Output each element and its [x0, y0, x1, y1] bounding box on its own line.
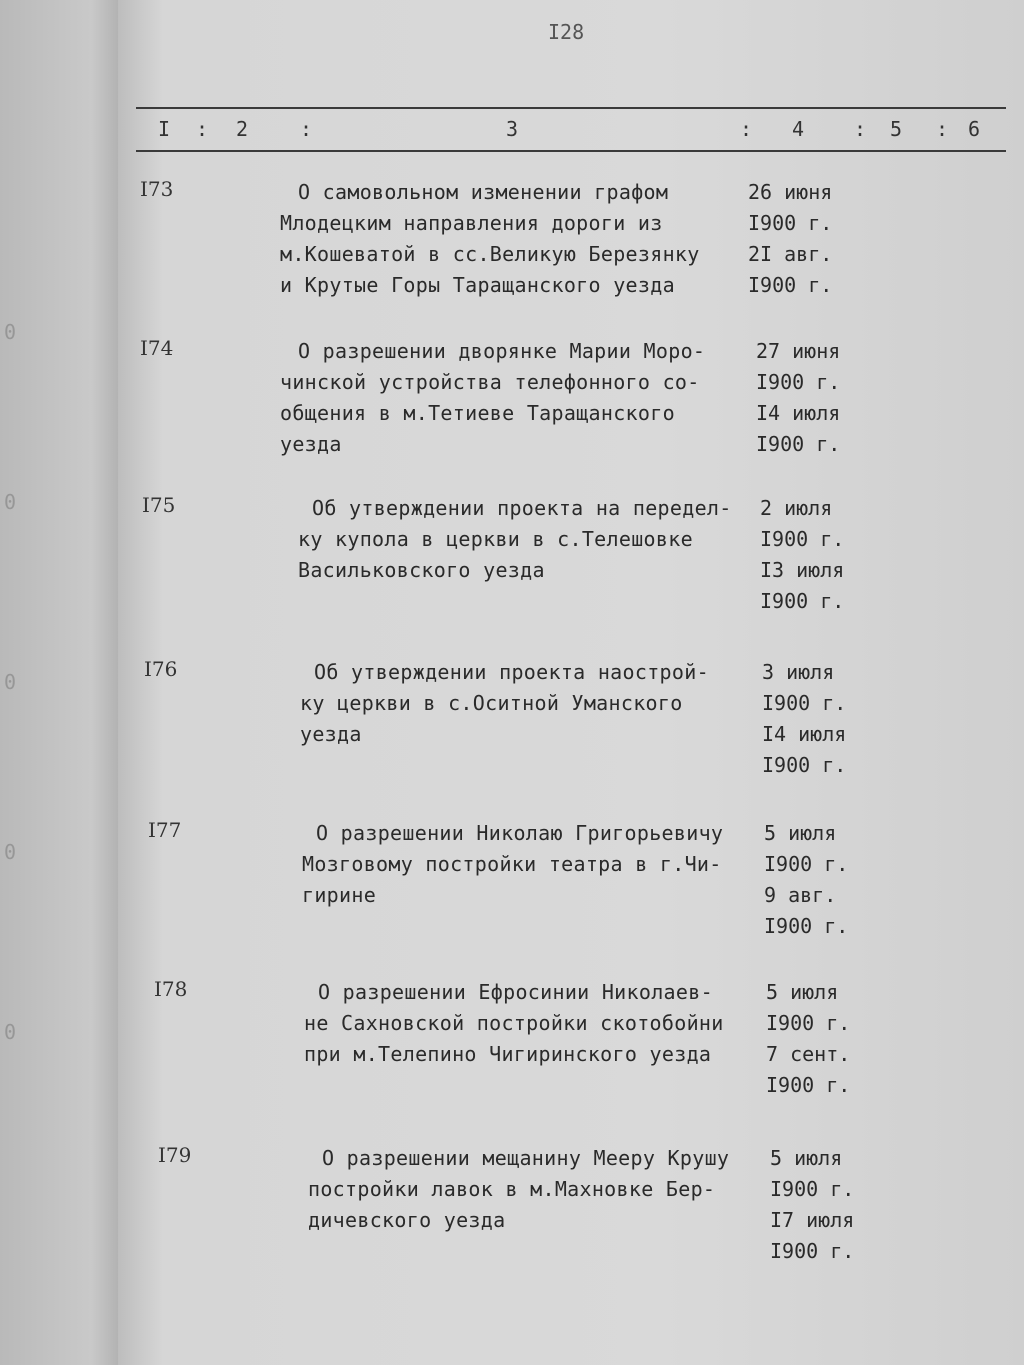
- entry-number: I78: [154, 977, 188, 1001]
- date-line: I900 г.: [760, 589, 845, 613]
- date-line: 27 июня: [756, 339, 841, 363]
- description-line: Об утверждении проекта наострой-: [314, 660, 709, 684]
- header-col4: 4: [792, 117, 805, 141]
- date-line: I3 июля: [760, 558, 845, 582]
- date-line: I900 г.: [770, 1177, 855, 1201]
- description-line: ку церкви в с.Оситной Уманского: [300, 691, 683, 715]
- entry-description: [280, 336, 768, 460]
- description-line: Млодецким направления дороги из: [280, 211, 663, 235]
- description-line: Мозговому постройки театра в г.Чи-: [302, 852, 722, 876]
- date-line: 5 июля: [764, 821, 837, 845]
- description-line: О разрешении мещанину Мееру Крушу: [322, 1146, 730, 1170]
- date-line: I900 г.: [770, 1239, 855, 1263]
- date-line: 2I авг.: [748, 242, 833, 266]
- description-line: при м.Телепино Чигиринского уезда: [304, 1042, 712, 1066]
- description-line: Об утверждении проекта на передел-: [312, 496, 732, 520]
- page-number: I28: [548, 20, 585, 44]
- description-line: О разрешении дворянке Марии Моро-: [298, 339, 706, 363]
- header-sep5: :: [936, 117, 949, 141]
- entry-dates: [748, 177, 878, 301]
- entry-number: I76: [144, 657, 178, 681]
- entry-description: [308, 1143, 792, 1236]
- date-line: 3 июля: [762, 660, 835, 684]
- bleed-mark: 0: [4, 490, 17, 514]
- date-line: 5 июля: [766, 980, 839, 1004]
- date-line: I900 г.: [766, 1011, 851, 1035]
- date-line: 26 июня: [748, 180, 833, 204]
- document-page: [118, 0, 1024, 1365]
- entry-number: I77: [148, 818, 182, 842]
- entry-description: [298, 493, 782, 586]
- entry-description: [304, 977, 788, 1070]
- description-line: О разрешении Ефросинии Николаев-: [318, 980, 713, 1004]
- description-line: и Крутые Горы Таращанского уезда: [280, 273, 675, 297]
- bleed-mark: 0: [4, 840, 17, 864]
- bleed-mark: 0: [4, 320, 17, 344]
- header-col3: 3: [506, 117, 519, 141]
- entry-dates: [756, 336, 886, 460]
- date-line: 5 июля: [770, 1146, 843, 1170]
- header-rule-bottom: [136, 150, 1006, 152]
- header-col1: I: [158, 117, 171, 141]
- date-line: I4 июля: [762, 722, 847, 746]
- entry-description: [280, 177, 768, 301]
- description-line: постройки лавок в м.Махновке Бер-: [308, 1177, 716, 1201]
- description-line: гирине: [302, 883, 377, 907]
- date-line: I900 г.: [766, 1073, 851, 1097]
- bleed-mark: 0: [4, 670, 17, 694]
- description-line: общения в м.Тетиеве Таращанского: [280, 401, 675, 425]
- header-sep1: :: [196, 117, 209, 141]
- date-line: I900 г.: [748, 273, 833, 297]
- date-line: I7 июля: [770, 1208, 855, 1232]
- entry-dates: [762, 657, 892, 781]
- header-sep4: :: [854, 117, 867, 141]
- description-line: уезда: [300, 722, 362, 746]
- description-line: О разрешении Николаю Григорьевичу: [316, 821, 724, 845]
- date-line: I900 г.: [764, 852, 849, 876]
- entry-dates: [760, 493, 890, 617]
- date-line: I900 г.: [760, 527, 845, 551]
- date-line: 2 июля: [760, 496, 833, 520]
- date-line: I900 г.: [756, 370, 841, 394]
- entry-dates: [766, 977, 896, 1101]
- date-line: 9 авг.: [764, 883, 837, 907]
- header-col2: 2: [236, 117, 249, 141]
- date-line: I900 г.: [764, 914, 849, 938]
- date-line: I900 г.: [756, 432, 841, 456]
- entry-number: I74: [140, 336, 174, 360]
- date-line: I900 г.: [762, 691, 847, 715]
- description-line: дичевского уезда: [308, 1208, 506, 1232]
- description-line: О самовольном изменении графом: [298, 180, 669, 204]
- description-line: уезда: [280, 432, 342, 456]
- bleed-mark: 0: [4, 1020, 17, 1044]
- description-line: чинской устройства телефонного со-: [280, 370, 700, 394]
- description-line: не Сахновской постройки скотобойни: [304, 1011, 724, 1035]
- entry-number: I73: [140, 177, 174, 201]
- description-line: ку купола в церкви в с.Телешовке: [298, 527, 693, 551]
- description-line: Васильковского уезда: [298, 558, 545, 582]
- header-rule-top: [136, 107, 1006, 109]
- header-sep3: :: [740, 117, 753, 141]
- entry-number: I79: [158, 1143, 192, 1167]
- entry-dates: [764, 818, 894, 942]
- entry-description: [302, 818, 786, 911]
- date-line: I900 г.: [748, 211, 833, 235]
- date-line: I4 июля: [756, 401, 841, 425]
- description-line: м.Кошеватой в сс.Великую Березянку: [280, 242, 700, 266]
- entry-number: I75: [142, 493, 176, 517]
- header-sep2: :: [300, 117, 313, 141]
- facing-page-edge: [0, 0, 130, 1365]
- entry-description: [300, 657, 784, 750]
- date-line: 7 сент.: [766, 1042, 851, 1066]
- header-col6: 6: [968, 117, 981, 141]
- entry-dates: [770, 1143, 900, 1267]
- header-col5: 5: [890, 117, 903, 141]
- date-line: I900 г.: [762, 753, 847, 777]
